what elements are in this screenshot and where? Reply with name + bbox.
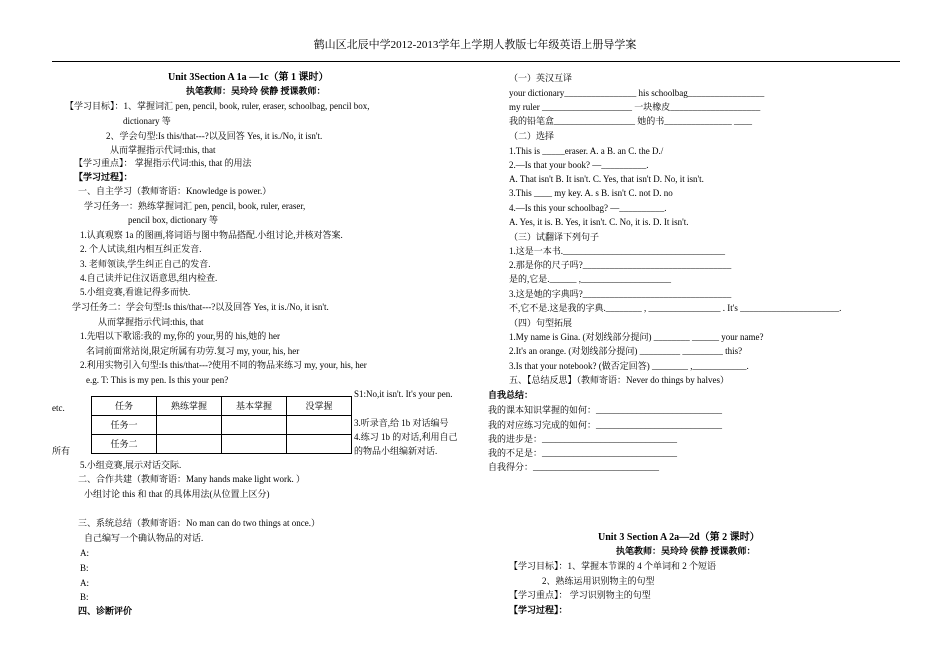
- line: 4.自己读并记住汉语意思,组内检查.: [80, 273, 218, 283]
- section-heading: 四、诊断评价: [78, 606, 133, 616]
- line: 1.这是一本书.____________________________________: [509, 246, 726, 256]
- line: （一）英汉互译: [509, 73, 573, 83]
- line: 【学习重点】： 掌握指示代词:this, that 的用法: [74, 158, 252, 168]
- line: my ruler ____________________ 一块橡皮____________________: [509, 102, 761, 112]
- line: 3. 老师领读,学生纠正自己的发音.: [80, 259, 211, 269]
- line: 【学习目标】：1、掌握本节课的 4 个单词和 2 个短语: [509, 561, 717, 571]
- section-heading: 二、合作共建（教师寄语：Many hands make light work. ）: [78, 474, 305, 484]
- line: dictionary 等: [123, 116, 171, 126]
- table-row: [92, 435, 352, 454]
- table-header-cell: 熟练掌握: [157, 397, 222, 416]
- line: 是的,它是.______ ,____________________: [509, 274, 672, 284]
- note: S1:No,it isn't. It's your pen.: [354, 389, 453, 399]
- line: A. Yes, it is. B. Yes, it isn't. C. No, it is. D. It isn't.: [509, 217, 689, 227]
- section-heading: 三、系统总结（教师寄语：No man can do two things at once.）: [78, 518, 320, 528]
- note: 的物品小组编新对话.: [354, 446, 438, 456]
- table-header-cell: 没掌握: [287, 397, 352, 416]
- dialog-line: B:: [80, 592, 89, 602]
- table-cell: 任务一: [92, 416, 157, 435]
- line: 2.—Is that your book? —__________.: [509, 160, 649, 170]
- line: 2.It's an orange. (对划线部分提问) _________ _________ this?: [509, 346, 743, 356]
- table-header-row: [92, 397, 352, 416]
- line: 学习任务二：学会句型:Is this/that---?以及回答 Yes, it is./No, it isn't.: [72, 302, 329, 312]
- line: 自己编写一个确认物品的对话.: [84, 533, 204, 543]
- table-cell: [222, 435, 287, 454]
- line: 我的不足是：______________________________: [488, 448, 678, 458]
- line: 2.利用实物引入句型:Is this/that---?使用不同的物品来练习 my, your, his, her: [80, 360, 367, 370]
- line: 从而掌握指示代词:this, that: [98, 317, 204, 327]
- task-table: [91, 396, 352, 454]
- side-text: 所有: [52, 446, 71, 456]
- line: 不,它不是.这是我的字典.________ , ________________ . It's ______________________.: [509, 303, 842, 313]
- unit2-teachers: 执笔教师：吴玲玲 侯静 授课教师：: [616, 546, 756, 556]
- line: 从而掌握指示代词:this, that: [110, 145, 216, 155]
- line: 1.认真观察 1a 的图画,将词语与图中物品搭配.小组讨论,并核对答案.: [80, 230, 343, 240]
- line: 自我总结：: [488, 390, 534, 400]
- side-text: etc.: [52, 403, 65, 413]
- line: （四）句型拓展: [509, 318, 573, 328]
- line: 学习任务一：熟练掌握词汇 pen, pencil, book, ruler, eraser,: [84, 201, 306, 211]
- table-header-cell: 基本掌握: [222, 397, 287, 416]
- page-header: 鹤山区北辰中学2012-2013学年上学期人教版七年级英语上册导学案: [313, 39, 637, 51]
- line: e.g. T: This is my pen. Is this your pen?: [86, 375, 229, 385]
- table-cell: [157, 435, 222, 454]
- line: 我的进步是：______________________________: [488, 434, 678, 444]
- table-header-cell: 任务: [92, 397, 157, 416]
- line: 1.先唱以下歌谣:我的 my,你的 your,男的 his,她的 her: [80, 331, 281, 341]
- line: 3.This ____ my key. A. s B. isn't C. not D. no: [509, 188, 673, 198]
- table-cell: [157, 416, 222, 435]
- line: 3.这是她的字典吗?_________________________________: [509, 289, 732, 299]
- line: 1.My name is Gina. (对划线部分提问) ________ ______ your name?: [509, 332, 764, 342]
- table-cell: [287, 435, 352, 454]
- dialog-line: A:: [80, 578, 89, 588]
- section-heading: 五、【总结反思】（教师寄语：Never do things by halves）: [509, 375, 729, 385]
- dialog-line: B:: [80, 563, 89, 573]
- line: your dictionary________________ his schoolbag_________________: [509, 88, 765, 98]
- line: 【学习过程】：: [509, 605, 568, 615]
- line: 我的铅笔盒__________________ 她的书_______________ ____: [509, 116, 753, 126]
- header-divider: [52, 61, 900, 62]
- unit-title: Unit 3Section A 1a —1c（第 1 课时）: [168, 72, 329, 83]
- note: 3.听录音,给 1b 对话编号: [354, 418, 449, 428]
- line: 【学习目标】：1、掌握词汇 pen, pencil, book, ruler, eraser, schoolbag, pencil box,: [65, 101, 370, 111]
- line: （二）选择: [509, 131, 555, 141]
- line: 我的对应练习完成的如何：____________________________: [488, 420, 723, 430]
- section-heading: 一、自主学习（教师寄语：Knowledge is power.）: [78, 186, 272, 196]
- line: 2、学会句型:Is this/that---?以及回答 Yes, it is./No, it isn't.: [106, 131, 323, 141]
- line: 2、熟练运用识别物主的句型: [542, 576, 655, 586]
- unit2-title: Unit 3 Section A 2a—2d（第 2 课时）: [598, 532, 760, 543]
- line: 1.This is _____eraser. A. a B. an C. the D./: [509, 146, 664, 156]
- table-cell: 任务二: [92, 435, 157, 454]
- line: 自我得分：____________________________: [488, 462, 660, 472]
- table-cell: [222, 416, 287, 435]
- line: 3.Is that your notebook? (做否定回答) ________ ,____________.: [509, 361, 749, 371]
- line: pencil box, dictionary 等: [128, 215, 218, 225]
- table-row: [92, 416, 352, 435]
- line: 4.—Is this your schoolbag? —__________.: [509, 203, 667, 213]
- teachers-line: 执笔教师：吴玲玲 侯静 授课教师：: [186, 86, 326, 96]
- line: 我的课本知识掌握的如何：____________________________: [488, 405, 723, 415]
- line: 【学习重点】： 学习识别物主的句型: [509, 590, 651, 600]
- line: 小组讨论 this 和 that 的具体用法(从位置上区分): [84, 489, 270, 499]
- line: A. That isn't B. It isn't. C. Yes, that isn't D. No, it isn't.: [509, 174, 704, 184]
- table-cell: [287, 416, 352, 435]
- line: 2. 个人试读,组内相互纠正发音.: [80, 244, 202, 254]
- line: 2.那是你的尺子吗?_________________________________: [509, 260, 732, 270]
- note: 4.练习 1b 的对话,利用自己: [354, 432, 458, 442]
- line: 5.小组竞赛,展示对话交际.: [80, 460, 182, 470]
- line: 名词前面常站岗,限定所属有功劳.复习 my, your, his, her: [86, 346, 300, 356]
- line: 【学习过程】：: [74, 172, 133, 182]
- line: （三）试翻译下列句子: [509, 232, 600, 242]
- dialog-line: A:: [80, 548, 89, 558]
- line: 5.小组竞赛,看谁记得多而快.: [80, 287, 191, 297]
